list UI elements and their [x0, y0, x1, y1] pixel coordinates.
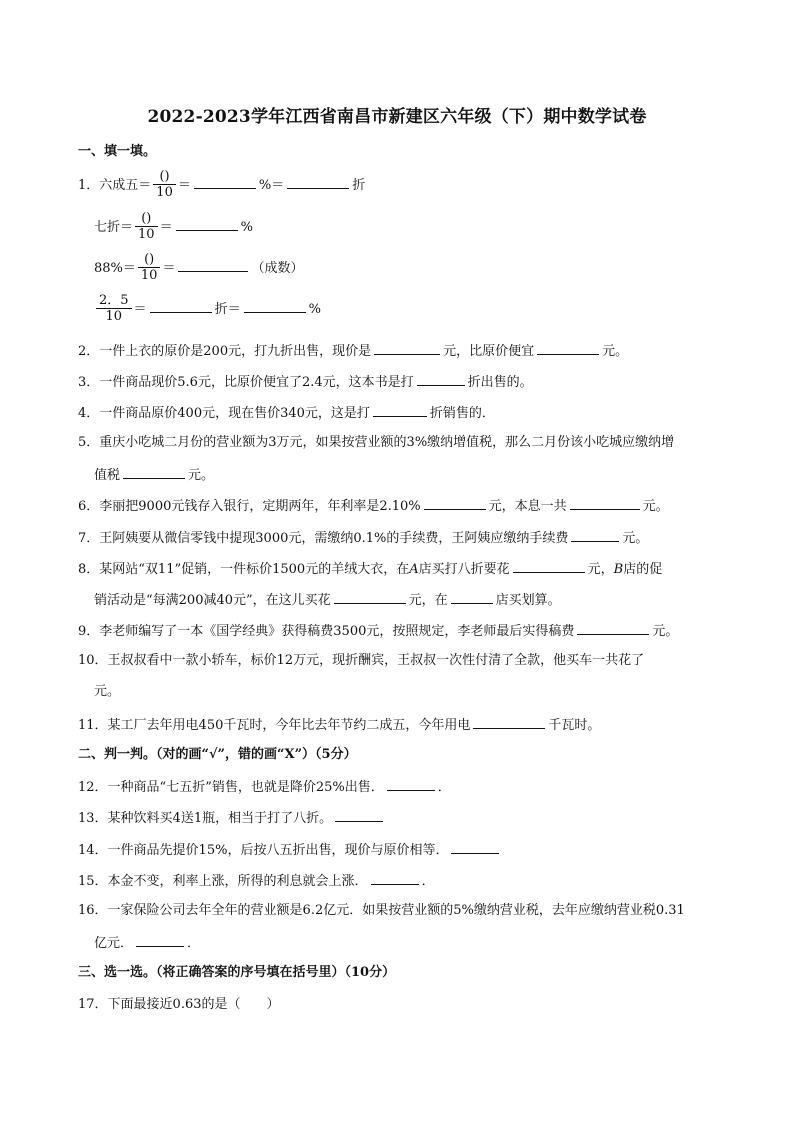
question-1-line-b: 七折＝ $\frac{()}{10}$ ＝ %	[94, 211, 253, 242]
question-1-line-d: $\frac{2.5}{10}$ ＝ 折＝ %	[94, 294, 321, 325]
answer-blank[interactable]	[335, 808, 383, 822]
page-title: 2022-2023学年江西省南昌市新建区六年级（下）期中数学试卷	[147, 107, 647, 127]
answer-blank[interactable]	[570, 496, 640, 510]
question-9: 9．李老师编写了一本《国学经典》获得稿费3500元，按照规定，李老师最后实得稿费 元。	[78, 621, 678, 641]
section-heading-fill-in: 一、填一填。	[78, 144, 157, 159]
answer-blank[interactable]	[374, 341, 440, 355]
answer-blank[interactable]	[371, 871, 419, 885]
answer-blank[interactable]	[244, 299, 306, 313]
answer-blank[interactable]	[571, 528, 619, 542]
answer-blank[interactable]	[334, 590, 406, 604]
answer-blank[interactable]	[123, 465, 185, 479]
answer-blank[interactable]	[387, 777, 435, 791]
fraction: $\frac{()}{10}$	[138, 252, 161, 283]
question-2: 2．一件上衣的原价是200元，打九折出售，现价是 元，比原价便宜 元。	[78, 341, 628, 361]
answer-blank[interactable]	[287, 175, 349, 189]
question-13: 13．某种饮料买4送1瓶，相当于打了八折。	[78, 808, 386, 828]
answer-blank[interactable]	[537, 341, 599, 355]
answer-blank[interactable]	[451, 590, 493, 604]
answer-blank[interactable]	[473, 715, 545, 729]
answer-blank[interactable]	[424, 496, 486, 510]
section-heading-multiple-choice: 三、选一选。（将正确答案的序号填在括号里）（10分）	[78, 965, 396, 980]
fraction: $\frac{2.5}{10}$	[96, 293, 132, 324]
answer-blank[interactable]	[178, 258, 248, 272]
question-4: 4．一件商品原价400元，现在售价340元，这是打 折销售的．	[78, 403, 495, 423]
question-5-continued: 值税 元。	[94, 465, 214, 485]
question-8-continued: 销活动是“每满200减40元”，在这儿买花 元，在 店买划算。	[94, 590, 561, 610]
answer-blank[interactable]	[373, 403, 427, 417]
question-10-continued: 元。	[94, 684, 121, 699]
question-1-line-c: 88%＝ $\frac{()}{10}$ ＝ （成数）	[94, 252, 304, 283]
question-8: 8．某网站“双11”促销，一件标价1500元的羊绒大衣，在A店买打八折要花 元，B店的促	[78, 559, 662, 579]
fraction: $\frac{()}{10}$	[135, 211, 158, 242]
answer-blank[interactable]	[194, 175, 256, 189]
question-10: 10．王叔叔看中一款小轿车，标价12万元，现折酬宾，王叔叔一次性付清了全款，他买车一共花了	[78, 653, 645, 668]
answer-blank[interactable]	[176, 217, 238, 231]
question-15: 15．本金不变，利率上涨，所得的利息就会上涨． ．	[78, 871, 435, 891]
question-16-continued: 亿元． ．	[94, 933, 200, 953]
question-7: 7．王阿姨要从微信零钱中提现3000元，需缴纳0.1%的手续费，王阿姨应缴纳手续费 元。	[78, 528, 648, 548]
question-12: 12．一种商品“七五折”销售，也就是降价25%出售． ．	[78, 777, 451, 797]
answer-blank[interactable]	[577, 621, 649, 635]
answer-blank[interactable]	[417, 372, 465, 386]
section-heading-true-false: 二、判一判。（对的画“√”，错的画“X”）（5分）	[78, 747, 357, 762]
question-14: 14．一件商品先提价15%，后按八五折出售，现价与原价相等．	[78, 840, 502, 860]
question-6: 6．李丽把9000元钱存入银行，定期两年，年利率是2.10% 元，本息一共 元。	[78, 496, 669, 516]
question-11: 11．某工厂去年用电450千瓦时，今年比去年节约二成五，今年用电 千瓦时。	[78, 715, 600, 735]
answer-blank[interactable]	[513, 559, 585, 573]
question-number: 1．	[78, 178, 100, 193]
fraction: $\frac{()}{10}$	[153, 169, 176, 200]
answer-blank[interactable]	[150, 299, 212, 313]
question-3: 3．一件商品现价5.6元，比原价便宜了2.4元，这本书是打 折出售的。	[78, 372, 533, 392]
answer-blank[interactable]	[451, 840, 499, 854]
question-16: 16．一家保险公司去年全年的营业额是6.2亿元．如果按营业额的5%缴纳营业税，去年应缴纳营业税0.31	[78, 903, 685, 918]
question-5: 5．重庆小吃城二月份的营业额为3万元，如果按营业额的3%缴纳增值税，那么二月份该小吃城应缴纳增	[78, 435, 675, 450]
question-17: 17．下面最接近0.63的是（ ）	[78, 997, 280, 1012]
question-1-line-a: 1．六成五＝ $\frac{()}{10}$ ＝ %＝ 折	[78, 169, 366, 200]
answer-blank[interactable]	[136, 933, 184, 947]
